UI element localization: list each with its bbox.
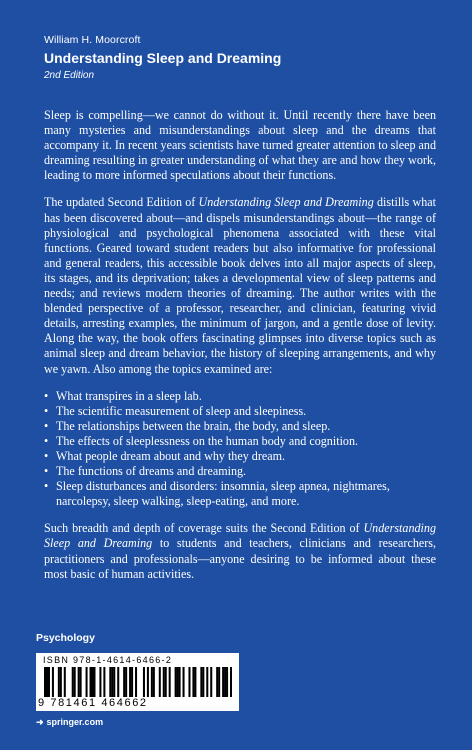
category-label: Psychology xyxy=(36,632,95,644)
barcode-bar xyxy=(72,667,74,697)
barcode-bar xyxy=(210,667,212,697)
summary-book-title: Understanding Sleep and Dreaming xyxy=(198,195,374,210)
barcode-bar xyxy=(52,667,54,697)
list-item-text: The relationships between the brain, the body, and sleep. xyxy=(56,418,331,433)
bullet-icon: • xyxy=(44,433,49,448)
barcode-bar xyxy=(222,667,224,697)
summary-text-start: The updated Second Edition of xyxy=(44,195,199,210)
barcode-bar xyxy=(60,667,62,697)
barcode-bar xyxy=(99,667,101,697)
list-item xyxy=(44,419,436,434)
barcode-bar xyxy=(163,667,165,697)
barcode-bar xyxy=(143,667,145,697)
barcode-bar xyxy=(216,667,218,697)
isbn-barcode xyxy=(36,653,239,711)
barcode-bar xyxy=(194,667,196,697)
bullet-icon: • xyxy=(44,448,49,463)
barcode-bar xyxy=(129,667,131,697)
barcode-icon xyxy=(44,667,232,697)
barcode-bar xyxy=(131,667,133,697)
barcode-bar xyxy=(44,667,46,697)
list-item xyxy=(44,434,436,449)
barcode-bar xyxy=(188,667,190,697)
barcode-bar xyxy=(103,667,105,697)
bullet-icon: • xyxy=(44,418,49,433)
list-item xyxy=(44,464,436,479)
barcode-bar xyxy=(80,667,82,697)
list-item-text: Sleep disturbances and disorders: insomnia, sleep apnea, nightmares, narcolepsy, sleep walking, sleep-eating, and more. xyxy=(56,479,390,509)
bullet-icon: • xyxy=(44,388,49,403)
barcode-bar xyxy=(109,667,111,697)
closing-paragraph xyxy=(44,521,436,581)
barcode-bar xyxy=(224,667,226,697)
barcode-bar xyxy=(111,667,113,697)
description xyxy=(44,108,436,594)
barcode-bar xyxy=(200,667,202,697)
barcode-bar xyxy=(192,667,194,697)
topics-list xyxy=(44,389,436,510)
barcode-bar xyxy=(46,667,48,697)
barcode-bar xyxy=(177,667,179,697)
intro-paragraph: Sleep is compelling—we cannot do without it. Until recently there have been many mysteries and misunderstandings about sleep and the dreams that accompany it. In recent years scientists have turned greater attention to sleep and dreaming resulting in greater understanding of what they are and how they work, leading to more informed speculations about their functions. xyxy=(44,108,436,183)
barcode-bar xyxy=(169,667,171,697)
barcode-bar xyxy=(151,667,153,697)
list-item-text: The functions of dreams and dreaming. xyxy=(56,464,247,479)
author-name: William H. Moorcroft xyxy=(44,34,141,46)
barcode-bar xyxy=(48,667,50,697)
barcode-bar xyxy=(218,667,220,697)
barcode-bar xyxy=(153,667,155,697)
closing-text-start: Such breadth and depth of coverage suits the Second Edition of xyxy=(44,521,364,536)
list-item-text: The scientific measurement of sleep and sleepiness. xyxy=(56,403,307,418)
barcode-bar xyxy=(147,667,149,697)
barcode-bar xyxy=(159,667,161,697)
list-item xyxy=(44,449,436,464)
barcode-bar xyxy=(206,667,208,697)
barcode-bar xyxy=(226,667,228,697)
barcode-bar xyxy=(58,667,60,697)
publisher-link xyxy=(36,717,103,728)
list-item-text: What people dream about and why they dream. xyxy=(56,448,286,463)
barcode-bar xyxy=(202,667,204,697)
barcode-bar xyxy=(230,667,232,697)
barcode-bar xyxy=(117,667,119,697)
barcode-bar xyxy=(74,667,76,697)
barcode-bar xyxy=(78,667,80,697)
closing-text-end: to students and teachers, clinicians and researchers, practitioners and professionals—anyone desiring to be informed about these most basic of human activities. xyxy=(44,536,436,581)
barcode-bar xyxy=(183,667,185,697)
barcode-bar xyxy=(86,667,88,697)
barcode-bar xyxy=(64,667,66,697)
barcode-bar xyxy=(165,667,167,697)
summary-text-end: distills what has been discovered about—and dispels misunderstandings about—the range of physiological and psychological phenomena associated with these vital functions. Geared toward student readers but also informative for professional and general readers, this accessible book delves into all major aspects of sleep, its stages, and its deprivation; takes a developmental view of sleep patterns and needs; and reviews modern theories of dreaming. The author writes with the blended perspective of a professor, researcher, and clinician, featuring vivid details, arresting examples, the minimum of jargon, and a gentle dose of levity. Along the way, the book offers fascinating glimpses into diverse topics such as animal sleep and dream behavior, the history of sleeping arrangements, and why we yawn. Also among the topics examined are: xyxy=(44,195,436,376)
list-item xyxy=(44,389,436,404)
barcode-bar xyxy=(90,667,92,697)
bullet-icon: • xyxy=(44,464,49,479)
book-title: Understanding Sleep and Dreaming xyxy=(44,50,282,66)
bullet-icon: • xyxy=(44,403,49,418)
barcode-bar xyxy=(179,667,181,697)
barcode-bar xyxy=(91,667,93,697)
barcode-bar xyxy=(175,667,177,697)
list-item xyxy=(44,479,436,509)
edition-label: 2nd Edition xyxy=(44,70,95,81)
barcode-bar xyxy=(113,667,115,697)
isbn-number: ISBN 978-1-4614-6466-2 xyxy=(43,655,173,665)
list-item-text: What transpires in a sleep lab. xyxy=(56,388,202,403)
barcode-bar xyxy=(123,667,125,697)
bullet-icon: • xyxy=(44,479,49,494)
summary-paragraph xyxy=(44,195,436,376)
barcode-bar xyxy=(135,667,137,697)
closing-book-title: Understanding Sleep and Dreaming xyxy=(44,521,436,551)
barcode-bar xyxy=(125,667,127,697)
barcode-bar xyxy=(93,667,95,697)
publisher-name: springer.com xyxy=(46,717,104,727)
list-item xyxy=(44,404,436,419)
list-item-text: The effects of sleeplessness on the human body and cognition. xyxy=(56,433,359,448)
arrow-icon: ➜ xyxy=(36,717,44,727)
barcode-digits: 9 781461 464662 xyxy=(38,697,148,709)
